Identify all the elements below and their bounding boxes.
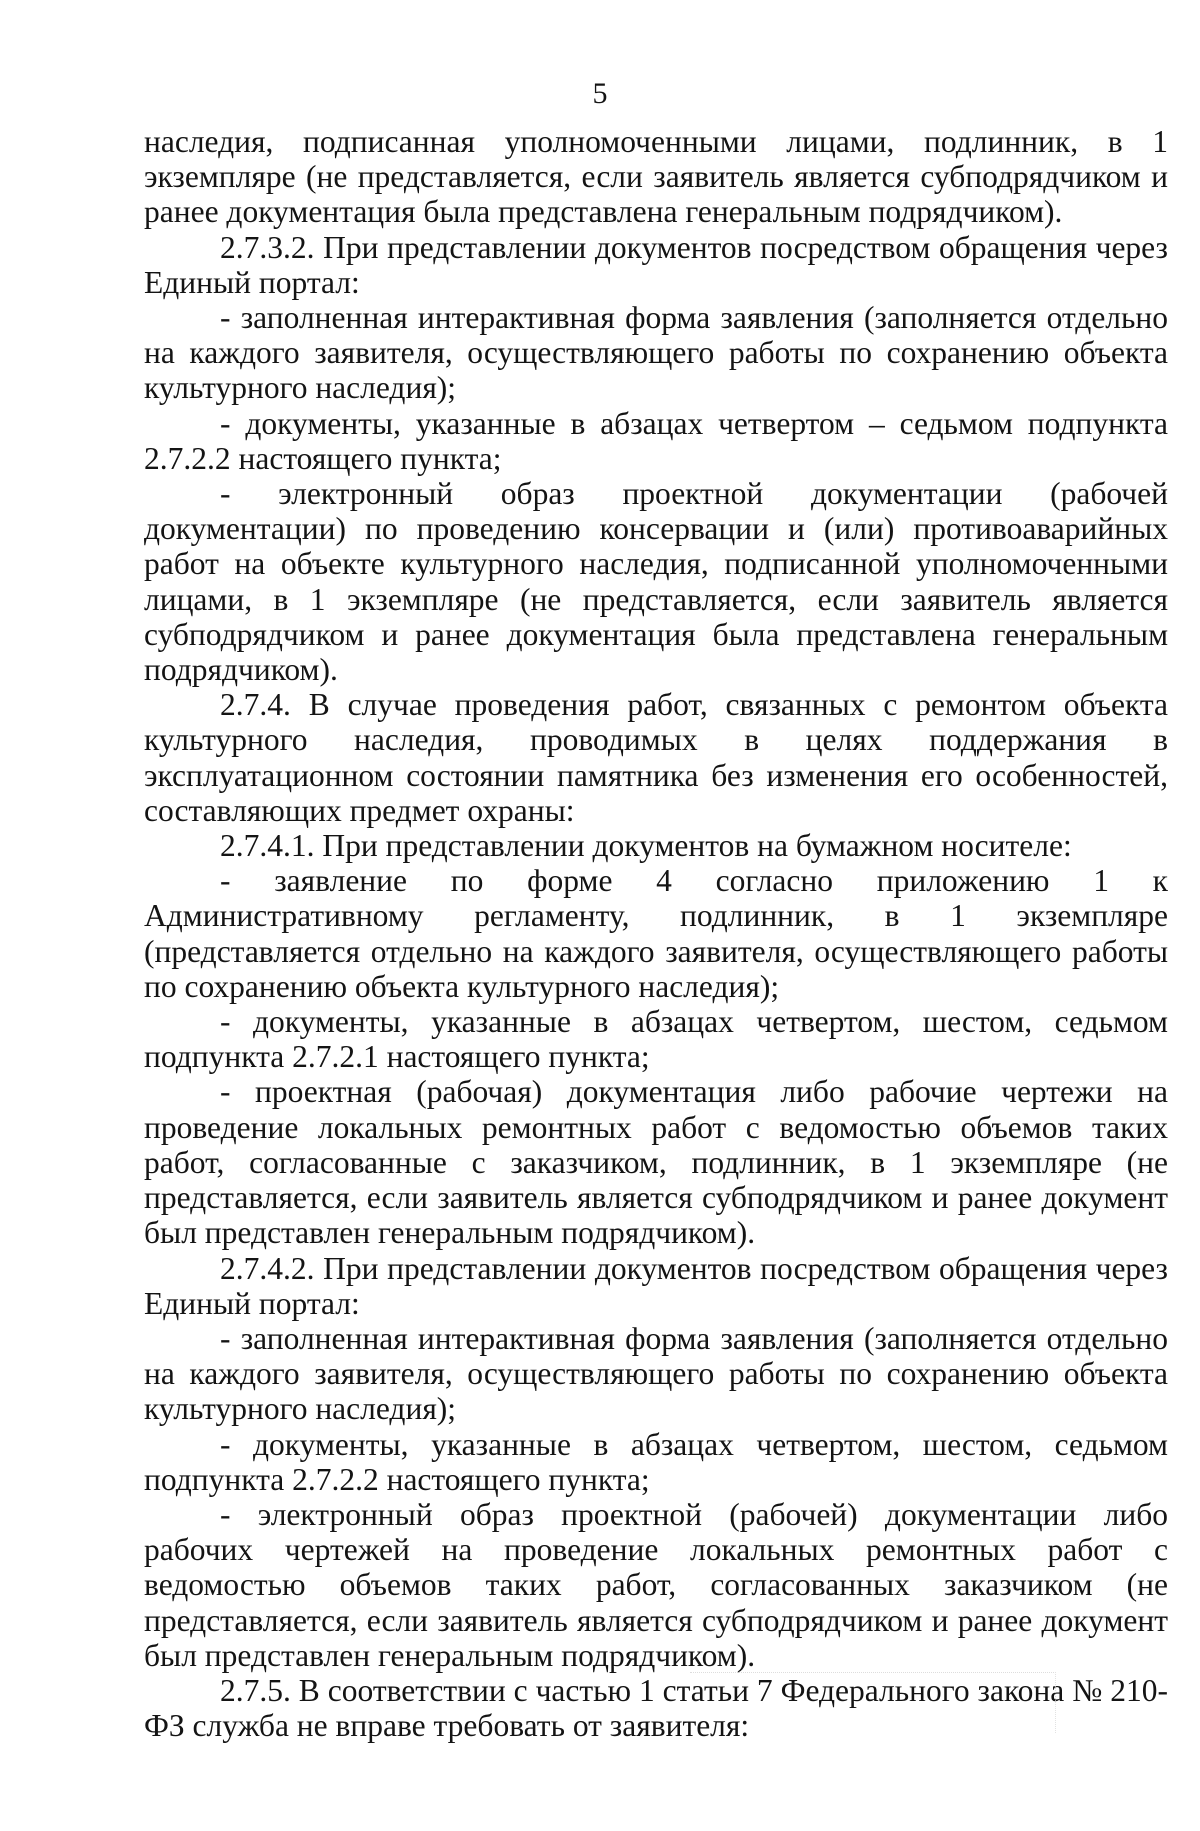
list-item: - электронный образ проектной (рабочей) документации либо рабочих чертежей на проведение локальных ремонтных работ с ведомостью объемов таких работ, согласованных заказчиком (не представляется, если заявитель является субподрядчиком и ранее документ был представлен генеральным подрядчиком). xyxy=(144,1496,1168,1673)
list-item: - документы, указанные в абзацах четвертом, шестом, седьмом подпункта 2.7.2.2 настоящего пункта; xyxy=(144,1426,1168,1497)
document-body xyxy=(144,124,1168,1743)
paragraph: 2.7.4.2. При представлении документов посредством обращения через Единый портал: xyxy=(144,1250,1168,1321)
list-item: - заполненная интерактивная форма заявления (заполняется отдельно на каждого заявителя, осуществляющего работы по сохранению объекта культурного наследия); xyxy=(144,1320,1168,1427)
paragraph: наследия, подписанная уполномоченными лицами, подлинник, в 1 экземпляре (не представляется, если заявитель является субподрядчиком и ранее документация была представлена генеральным подрядчиком). xyxy=(144,124,1168,230)
paragraph: 2.7.4. В случае проведения работ, связанных с ремонтом объекта культурного наследия, проводимых в целях поддержания в эксплуатационном состоянии памятника без изменения его особенностей, составляющих предмет охраны: xyxy=(144,687,1168,828)
paragraph: 2.7.3.2. При представлении документов посредством обращения через Единый портал: xyxy=(144,229,1168,300)
paragraph: 2.7.5. В соответствии с частью 1 статьи 7 Федерального закона № 210-ФЗ служба не вправе требовать от заявителя: xyxy=(144,1672,1168,1744)
list-item: - электронный образ проектной документации (рабочей документации) по проведению консервации и (или) противоаварийных работ на объекте культурного наследия, подписанной уполномоченными лицами, в 1 экземпляре (не представляется, если заявитель является субподрядчиком и ранее документация была представлена генеральным подрядчиком). xyxy=(144,476,1168,688)
list-item: - проектная (рабочая) документация либо рабочие чертежи на проведение локальных ремонтных работ с ведомостью объемов таких работ, согласованные с заказчиком, подлинник, в 1 экземпляре (не представляется, если заявитель является субподрядчиком и ранее документ был представлен генеральным подрядчиком). xyxy=(144,1074,1168,1251)
list-item: - документы, указанные в абзацах четвертом – седьмом подпункта 2.7.2.2 настоящего пункта; xyxy=(144,405,1168,476)
list-item: - заполненная интерактивная форма заявления (заполняется отдельно на каждого заявителя, осуществляющего работы по сохранению объекта культурного наследия); xyxy=(144,300,1168,406)
paragraph: 2.7.4.1. При представлении документов на бумажном носителе: xyxy=(220,828,1072,864)
list-item: - документы, указанные в абзацах четвертом, шестом, седьмом подпункта 2.7.2.1 настоящего пункта; xyxy=(144,1004,1168,1075)
list-item: - заявление по форме 4 согласно приложению 1 к Административному регламенту, подлинник, в 1 экземпляре (представляется отдельно на каждого заявителя, осуществляющего работы по сохранению объекта культурного наследия); xyxy=(144,863,1168,1004)
scan-artifact xyxy=(690,1672,1056,1733)
page-number: 5 xyxy=(592,77,608,110)
